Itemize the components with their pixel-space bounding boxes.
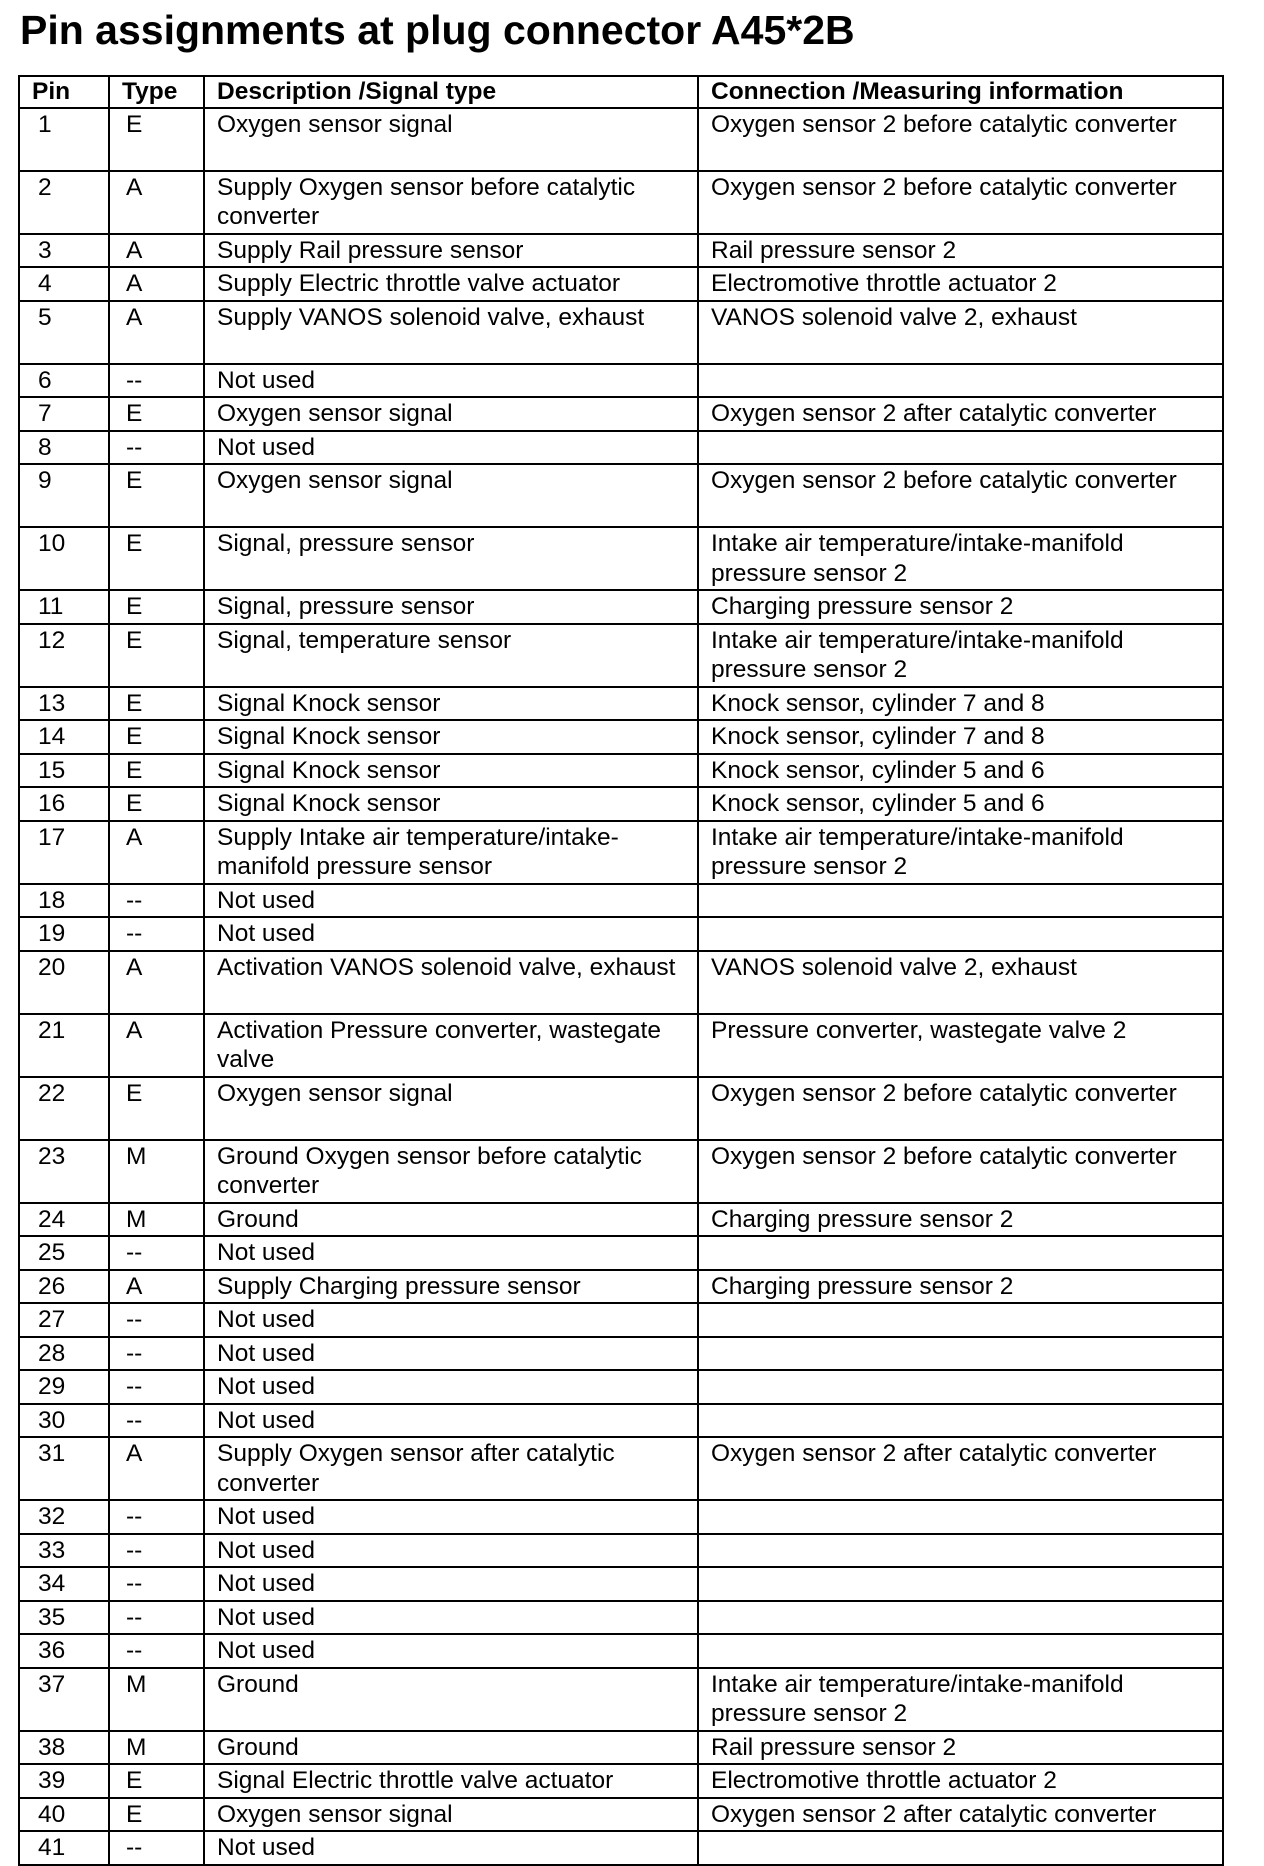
description-cell: Oxygen sensor signal — [204, 464, 698, 527]
type-cell: M — [109, 1668, 204, 1731]
pin-cell: 32 — [19, 1500, 109, 1534]
pin-cell: 10 — [19, 527, 109, 590]
pin-cell: 41 — [19, 1831, 109, 1865]
table-row — [19, 1567, 1223, 1601]
connection-cell: Electromotive throttle actuator 2 — [698, 1764, 1223, 1798]
type-cell: A — [109, 1014, 204, 1077]
description-cell: Not used — [204, 1370, 698, 1404]
type-cell: -- — [109, 1831, 204, 1865]
pin-cell: 19 — [19, 917, 109, 951]
connection-cell: Knock sensor, cylinder 5 and 6 — [698, 787, 1223, 821]
table-row — [19, 1370, 1223, 1404]
type-cell: -- — [109, 1634, 204, 1668]
connection-cell: Charging pressure sensor 2 — [698, 1203, 1223, 1237]
table-row — [19, 884, 1223, 918]
description-cell: Oxygen sensor signal — [204, 397, 698, 431]
table-row — [19, 1437, 1223, 1500]
type-cell: -- — [109, 1534, 204, 1568]
pin-cell: 26 — [19, 1270, 109, 1304]
pin-cell: 17 — [19, 821, 109, 884]
description-cell: Supply Oxygen sensor after catalytic converter — [204, 1437, 698, 1500]
description-cell: Oxygen sensor signal — [204, 108, 698, 171]
pin-cell: 18 — [19, 884, 109, 918]
type-cell: A — [109, 171, 204, 234]
description-cell: Not used — [204, 431, 698, 465]
connection-cell: Oxygen sensor 2 after catalytic converter — [698, 1437, 1223, 1500]
description-cell: Signal Knock sensor — [204, 720, 698, 754]
pin-cell: 37 — [19, 1668, 109, 1731]
description-cell: Not used — [204, 1567, 698, 1601]
table-row — [19, 720, 1223, 754]
table-row — [19, 687, 1223, 721]
pin-cell: 7 — [19, 397, 109, 431]
pin-cell: 11 — [19, 590, 109, 624]
table-row — [19, 1764, 1223, 1798]
header-description: Description /Signal type — [204, 76, 698, 108]
type-cell: A — [109, 821, 204, 884]
table-row — [19, 1500, 1223, 1534]
description-cell: Signal, temperature sensor — [204, 624, 698, 687]
connection-cell — [698, 1303, 1223, 1337]
description-cell: Not used — [204, 1404, 698, 1438]
description-cell: Supply Charging pressure sensor — [204, 1270, 698, 1304]
type-cell: E — [109, 720, 204, 754]
connection-cell: Intake air temperature/intake-manifold pressure sensor 2 — [698, 527, 1223, 590]
table-row — [19, 1270, 1223, 1304]
type-cell: -- — [109, 917, 204, 951]
header-connection: Connection /Measuring information — [698, 76, 1223, 108]
connection-cell: Oxygen sensor 2 before catalytic converter — [698, 1140, 1223, 1203]
pin-cell: 40 — [19, 1798, 109, 1832]
description-cell: Supply Electric throttle valve actuator — [204, 267, 698, 301]
pin-cell: 38 — [19, 1731, 109, 1765]
pin-cell: 39 — [19, 1764, 109, 1798]
connection-cell — [698, 1534, 1223, 1568]
pin-cell: 20 — [19, 951, 109, 1014]
type-cell: -- — [109, 1303, 204, 1337]
pin-cell: 34 — [19, 1567, 109, 1601]
table-row — [19, 821, 1223, 884]
connection-cell: Electromotive throttle actuator 2 — [698, 267, 1223, 301]
connection-cell — [698, 1567, 1223, 1601]
type-cell: E — [109, 1798, 204, 1832]
connection-cell: Oxygen sensor 2 after catalytic converter — [698, 397, 1223, 431]
type-cell: -- — [109, 1500, 204, 1534]
description-cell: Signal Knock sensor — [204, 754, 698, 788]
pin-cell: 30 — [19, 1404, 109, 1438]
description-cell: Supply Rail pressure sensor — [204, 234, 698, 268]
pin-cell: 15 — [19, 754, 109, 788]
table-row — [19, 464, 1223, 527]
pin-cell: 9 — [19, 464, 109, 527]
type-cell: A — [109, 234, 204, 268]
table-row — [19, 1140, 1223, 1203]
connection-cell — [698, 1404, 1223, 1438]
connection-cell: Charging pressure sensor 2 — [698, 1270, 1223, 1304]
type-cell: E — [109, 590, 204, 624]
description-cell: Not used — [204, 1236, 698, 1270]
connection-cell: Pressure converter, wastegate valve 2 — [698, 1014, 1223, 1077]
description-cell: Not used — [204, 364, 698, 398]
table-row — [19, 624, 1223, 687]
type-cell: -- — [109, 431, 204, 465]
connection-cell — [698, 1236, 1223, 1270]
pin-cell: 27 — [19, 1303, 109, 1337]
pin-cell: 8 — [19, 431, 109, 465]
type-cell: -- — [109, 1601, 204, 1635]
type-cell: M — [109, 1203, 204, 1237]
connection-cell: Oxygen sensor 2 after catalytic converter — [698, 1798, 1223, 1832]
table-row — [19, 301, 1223, 364]
header-type: Type — [109, 76, 204, 108]
table-row — [19, 590, 1223, 624]
type-cell: -- — [109, 884, 204, 918]
pin-cell: 2 — [19, 171, 109, 234]
type-cell: -- — [109, 1404, 204, 1438]
type-cell: E — [109, 397, 204, 431]
type-cell: E — [109, 1764, 204, 1798]
table-row — [19, 527, 1223, 590]
pin-cell: 35 — [19, 1601, 109, 1635]
table-row — [19, 917, 1223, 951]
connection-cell: Knock sensor, cylinder 5 and 6 — [698, 754, 1223, 788]
connection-cell: Intake air temperature/intake-manifold pressure sensor 2 — [698, 624, 1223, 687]
connection-cell — [698, 1601, 1223, 1635]
description-cell: Not used — [204, 917, 698, 951]
type-cell: -- — [109, 364, 204, 398]
type-cell: A — [109, 267, 204, 301]
connection-cell: Rail pressure sensor 2 — [698, 234, 1223, 268]
type-cell: A — [109, 951, 204, 1014]
type-cell: E — [109, 108, 204, 171]
table-row — [19, 787, 1223, 821]
pin-cell: 29 — [19, 1370, 109, 1404]
pin-cell: 23 — [19, 1140, 109, 1203]
table-row — [19, 1203, 1223, 1237]
connection-cell: VANOS solenoid valve 2, exhaust — [698, 951, 1223, 1014]
table-row — [19, 1337, 1223, 1371]
table-row — [19, 1303, 1223, 1337]
table-row — [19, 1601, 1223, 1635]
description-cell: Supply VANOS solenoid valve, exhaust — [204, 301, 698, 364]
type-cell: A — [109, 301, 204, 364]
description-cell: Supply Intake air temperature/intake-manifold pressure sensor — [204, 821, 698, 884]
description-cell: Not used — [204, 1303, 698, 1337]
pin-cell: 21 — [19, 1014, 109, 1077]
table-row — [19, 1798, 1223, 1832]
type-cell: E — [109, 1077, 204, 1140]
table-row — [19, 171, 1223, 234]
connection-cell — [698, 1500, 1223, 1534]
description-cell: Oxygen sensor signal — [204, 1077, 698, 1140]
table-row — [19, 364, 1223, 398]
pin-cell: 6 — [19, 364, 109, 398]
description-cell: Not used — [204, 1601, 698, 1635]
connection-cell: Oxygen sensor 2 before catalytic converter — [698, 1077, 1223, 1140]
type-cell: E — [109, 527, 204, 590]
description-cell: Not used — [204, 1831, 698, 1865]
type-cell: -- — [109, 1337, 204, 1371]
connection-cell: Intake air temperature/intake-manifold pressure sensor 2 — [698, 1668, 1223, 1731]
page-title: Pin assignments at plug connector A45*2B — [20, 7, 855, 53]
table-header-row — [19, 76, 1223, 108]
table-row — [19, 1077, 1223, 1140]
description-cell: Signal Knock sensor — [204, 687, 698, 721]
table-row — [19, 1534, 1223, 1568]
table-row — [19, 1831, 1223, 1865]
description-cell: Activation Pressure converter, wastegate valve — [204, 1014, 698, 1077]
table-row — [19, 754, 1223, 788]
pin-cell: 1 — [19, 108, 109, 171]
pin-cell: 28 — [19, 1337, 109, 1371]
description-cell: Ground — [204, 1668, 698, 1731]
pin-cell: 25 — [19, 1236, 109, 1270]
description-cell: Signal, pressure sensor — [204, 590, 698, 624]
connection-cell: Oxygen sensor 2 before catalytic converter — [698, 108, 1223, 171]
connection-cell — [698, 1831, 1223, 1865]
pin-cell: 3 — [19, 234, 109, 268]
table-row — [19, 267, 1223, 301]
connection-cell: Oxygen sensor 2 before catalytic converter — [698, 464, 1223, 527]
description-cell: Signal, pressure sensor — [204, 527, 698, 590]
type-cell: -- — [109, 1236, 204, 1270]
type-cell: M — [109, 1731, 204, 1765]
type-cell: E — [109, 464, 204, 527]
table-row — [19, 108, 1223, 171]
type-cell: -- — [109, 1567, 204, 1601]
connection-cell: VANOS solenoid valve 2, exhaust — [698, 301, 1223, 364]
description-cell: Not used — [204, 884, 698, 918]
description-cell: Oxygen sensor signal — [204, 1798, 698, 1832]
pin-cell: 4 — [19, 267, 109, 301]
pin-cell: 22 — [19, 1077, 109, 1140]
type-cell: A — [109, 1437, 204, 1500]
table-row — [19, 1634, 1223, 1668]
pin-cell: 13 — [19, 687, 109, 721]
type-cell: E — [109, 624, 204, 687]
table-row — [19, 1236, 1223, 1270]
description-cell: Ground Oxygen sensor before catalytic converter — [204, 1140, 698, 1203]
pin-cell: 36 — [19, 1634, 109, 1668]
table-row — [19, 1014, 1223, 1077]
connection-cell — [698, 917, 1223, 951]
pin-cell: 5 — [19, 301, 109, 364]
connection-cell: Oxygen sensor 2 before catalytic converter — [698, 171, 1223, 234]
description-cell: Signal Electric throttle valve actuator — [204, 1764, 698, 1798]
description-cell: Ground — [204, 1731, 698, 1765]
connection-cell: Knock sensor, cylinder 7 and 8 — [698, 720, 1223, 754]
table-row — [19, 1731, 1223, 1765]
description-cell: Signal Knock sensor — [204, 787, 698, 821]
table-row — [19, 234, 1223, 268]
pin-cell: 31 — [19, 1437, 109, 1500]
description-cell: Not used — [204, 1500, 698, 1534]
pin-cell: 12 — [19, 624, 109, 687]
type-cell: M — [109, 1140, 204, 1203]
description-cell: Not used — [204, 1634, 698, 1668]
pin-cell: 14 — [19, 720, 109, 754]
type-cell: E — [109, 787, 204, 821]
pin-assignment-table — [18, 75, 1224, 1866]
type-cell: E — [109, 754, 204, 788]
connection-cell — [698, 1370, 1223, 1404]
connection-cell: Charging pressure sensor 2 — [698, 590, 1223, 624]
table-row — [19, 431, 1223, 465]
description-cell: Activation VANOS solenoid valve, exhaust — [204, 951, 698, 1014]
header-pin: Pin — [19, 76, 109, 108]
table-row — [19, 1404, 1223, 1438]
connection-cell — [698, 884, 1223, 918]
type-cell: -- — [109, 1370, 204, 1404]
pin-cell: 24 — [19, 1203, 109, 1237]
pin-cell: 33 — [19, 1534, 109, 1568]
connection-cell: Intake air temperature/intake-manifold pressure sensor 2 — [698, 821, 1223, 884]
connection-cell — [698, 364, 1223, 398]
description-cell: Not used — [204, 1337, 698, 1371]
pin-cell: 16 — [19, 787, 109, 821]
description-cell: Not used — [204, 1534, 698, 1568]
connection-cell — [698, 1634, 1223, 1668]
table-row — [19, 397, 1223, 431]
type-cell: A — [109, 1270, 204, 1304]
description-cell: Ground — [204, 1203, 698, 1237]
type-cell: E — [109, 687, 204, 721]
connection-cell — [698, 431, 1223, 465]
connection-cell — [698, 1337, 1223, 1371]
table-row — [19, 1668, 1223, 1731]
connection-cell: Knock sensor, cylinder 7 and 8 — [698, 687, 1223, 721]
description-cell: Supply Oxygen sensor before catalytic converter — [204, 171, 698, 234]
connection-cell: Rail pressure sensor 2 — [698, 1731, 1223, 1765]
table-row — [19, 951, 1223, 1014]
